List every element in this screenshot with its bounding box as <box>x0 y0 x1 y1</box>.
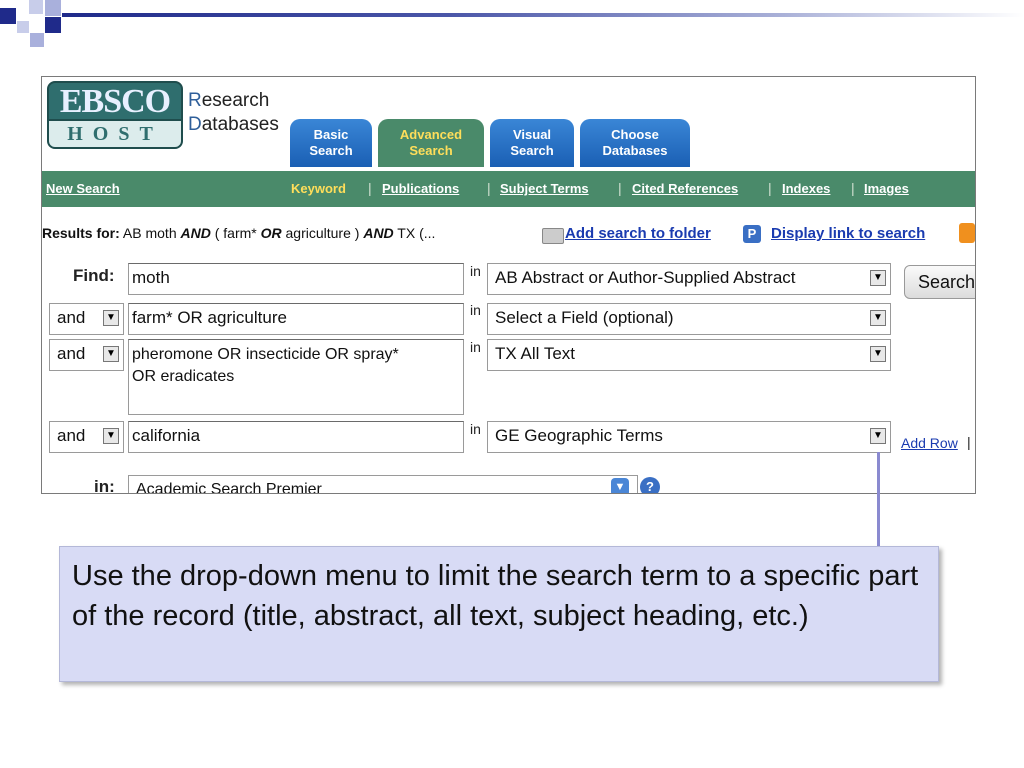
in-label: in <box>470 421 481 437</box>
chevron-down-icon: ▼ <box>870 270 886 286</box>
field-select-value: TX All Text <box>495 344 575 363</box>
nav-indexes[interactable]: Indexes <box>782 181 831 196</box>
rss-icon[interactable] <box>959 223 975 243</box>
tab-basic-search[interactable]: Basic Search <box>290 119 372 167</box>
nav-separator: | <box>768 180 772 196</box>
search-term-input-1[interactable]: moth <box>128 263 464 295</box>
add-search-to-folder-link[interactable]: Add search to folder <box>565 225 711 242</box>
operator-value: and <box>57 308 86 327</box>
chevron-down-icon: ▼ <box>870 310 886 326</box>
chevron-down-icon: ▼ <box>611 478 629 494</box>
in-label: in <box>470 339 481 355</box>
boolean-operator-select-2[interactable] <box>49 303 124 335</box>
add-row-separator: | <box>967 434 971 450</box>
folder-icon[interactable] <box>542 228 564 244</box>
ebsco-logo[interactable] <box>47 81 183 149</box>
decor-square-2 <box>29 0 43 14</box>
field-select-value: AB Abstract or Author-Supplied Abstract <box>495 268 796 287</box>
field-select-3[interactable] <box>487 339 891 371</box>
field-select-4[interactable] <box>487 421 891 453</box>
operator-value: and <box>57 344 86 363</box>
search-term-input-2[interactable]: farm* OR agriculture <box>128 303 464 335</box>
tab-visual-search[interactable]: Visual Search <box>490 119 574 167</box>
tab-choose-databases[interactable]: Choose Databases <box>580 119 690 167</box>
operator-value: and <box>57 426 86 445</box>
brand-title: Research Databases <box>188 90 279 135</box>
permalink-icon[interactable]: P <box>743 225 761 243</box>
chevron-down-icon: ▼ <box>870 346 886 362</box>
decor-square-1 <box>0 8 16 24</box>
chevron-down-icon: ▼ <box>103 428 119 444</box>
in-label: in <box>470 263 481 279</box>
callout-box: Use the drop-down menu to limit the search term to a specific part of the record (title, abstract, all text, subject heading, etc.) <box>59 546 939 682</box>
search-term-input-4[interactable]: california <box>128 421 464 453</box>
nav-separator: | <box>851 180 855 196</box>
database-select-value: Academic Search Premier <box>136 481 322 494</box>
search-term-textarea-3[interactable]: pheromone OR insecticide OR spray* OR eradicates <box>128 339 464 415</box>
decor-square-5 <box>17 21 29 33</box>
nav-separator: | <box>487 180 491 196</box>
results-summary: Results for: AB moth AND ( farm* OR agriculture ) AND TX (... <box>42 225 436 241</box>
field-select-value: GE Geographic Terms <box>495 426 663 445</box>
logo-wordmark: EBSCO <box>47 81 183 121</box>
tab-advanced-search[interactable]: Advanced Search <box>378 119 484 167</box>
ebsco-screenshot <box>41 76 976 494</box>
nav-images[interactable]: Images <box>864 181 909 196</box>
database-label: in: <box>94 477 115 494</box>
display-link-to-search-link[interactable]: Display link to search <box>771 225 926 242</box>
boolean-operator-select-4[interactable] <box>49 421 124 453</box>
search-button[interactable]: Search <box>904 265 976 299</box>
field-select-1[interactable] <box>487 263 891 295</box>
decor-square-3 <box>45 0 61 16</box>
nav-separator: | <box>368 180 372 196</box>
field-select-value: Select a Field (optional) <box>495 308 674 327</box>
nav-separator: | <box>618 180 622 196</box>
nav-bar <box>42 171 975 207</box>
chevron-down-icon: ▼ <box>103 346 119 362</box>
boolean-operator-select-3[interactable] <box>49 339 124 371</box>
decor-square-4 <box>45 17 61 33</box>
nav-cited-references[interactable]: Cited References <box>632 181 739 196</box>
decor-square-6 <box>30 33 44 47</box>
add-row-link[interactable]: Add Row <box>901 435 958 451</box>
help-icon[interactable]: ? <box>640 477 660 494</box>
nav-publications[interactable]: Publications <box>382 181 460 196</box>
callout-connector-line <box>877 452 880 547</box>
logo-host: HOST <box>47 121 183 149</box>
decor-top-rule <box>62 13 1024 17</box>
in-label: in <box>470 302 481 318</box>
nav-subject-terms[interactable]: Subject Terms <box>500 181 589 196</box>
database-select[interactable] <box>128 475 638 494</box>
new-search-link[interactable]: New Search <box>46 181 120 196</box>
chevron-down-icon: ▼ <box>103 310 119 326</box>
chevron-down-icon: ▼ <box>870 428 886 444</box>
nav-keyword[interactable]: Keyword <box>291 181 346 196</box>
find-label: Find: <box>73 266 115 285</box>
field-select-2[interactable] <box>487 303 891 335</box>
